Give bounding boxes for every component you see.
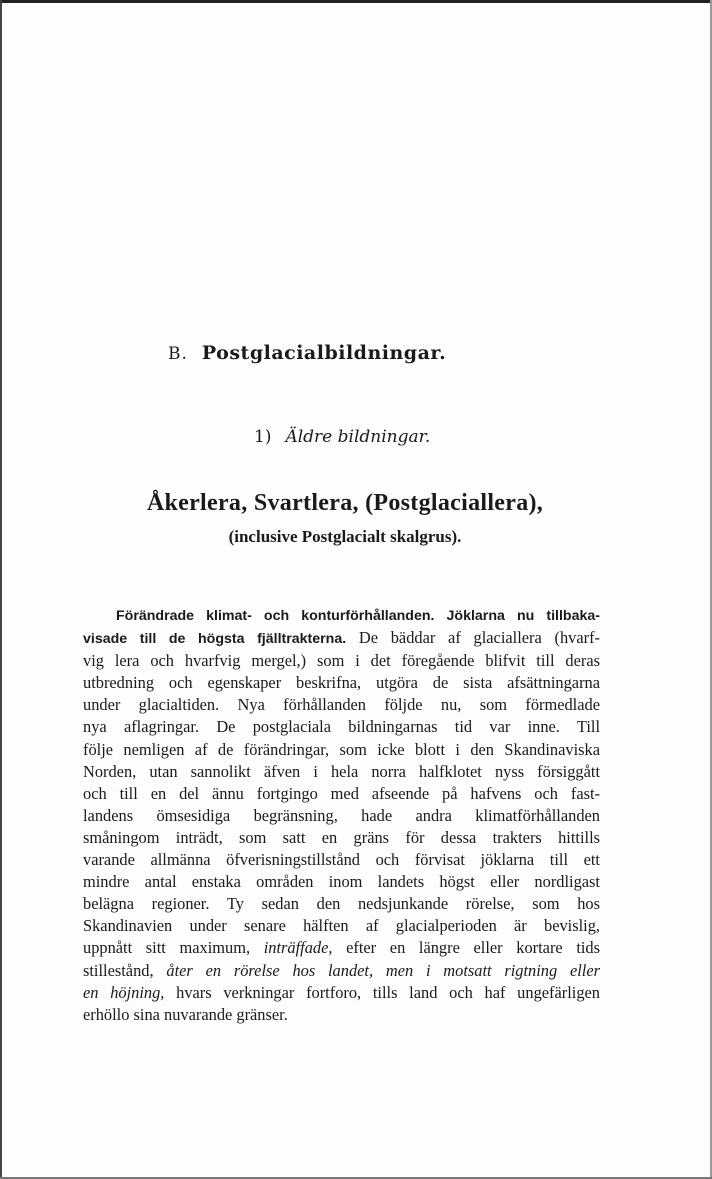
body-line: [83, 604, 600, 627]
body-line: [83, 937, 600, 959]
body-line: belägna regioner. Ty sedan den nedsjunkande rörelse, som hos: [83, 894, 600, 914]
italic-text: åter en rörelse hos landet, men i motsatt rigtning eller: [166, 960, 600, 980]
body-text-span: efter en längre eller kortare tids: [346, 938, 600, 958]
body-line: [83, 960, 600, 982]
body-text-span: De bäddar af glaciallera (hvarf-: [346, 628, 600, 648]
italic-text: inträffade,: [263, 938, 333, 958]
body-line: småningom inträdt, som satt en gräns för dessa trakters hittills: [83, 827, 600, 847]
body-line: och till en del ännu fortgingo med afseende på hafvens och fast-: [83, 783, 600, 803]
body-line: landens ömsesidiga begränsning, hade andra klimatförhållanden: [83, 805, 600, 825]
body-line: utbredning och egenskaper beskrifna, utgöra de sista afsättningarna: [83, 673, 600, 693]
body-line: [83, 627, 600, 650]
main-title: Åkerlera, Svartlera, (Postglaciallera),: [146, 490, 544, 516]
section-letter: B.: [168, 344, 188, 364]
body-line: erhöllo sina nuvarande gränser.: [83, 1004, 288, 1024]
body-line: Skandinavien under senare hälften af glacialperioden är bevislig,: [83, 916, 600, 936]
lead-in: visade till de högsta fjälltrakterna.: [83, 631, 347, 648]
body-line: vig lera och hvarfvig mergel,) som i det föregående blifvit till deras: [83, 651, 600, 671]
subsection-heading: [254, 427, 430, 447]
section-title: Postglacialbildningar.: [201, 342, 447, 364]
body-text-span: uppnått sitt maximum,: [83, 938, 251, 958]
body-line: mindre antal enstaka områden inom landets högst eller nordligast: [83, 872, 600, 892]
body-text-span: hvars verkningar fortforo, tills land och haf ungefärligen: [176, 982, 600, 1002]
body-line: under glacialtiden. Nya förhållanden följde nu, som förmedlade: [83, 695, 600, 715]
sub-heading: (inclusive Postglacialt skalgrus).: [228, 527, 462, 546]
body-paragraph: [83, 604, 600, 1026]
body-line: följe nemligen af de förändringar, som icke blott i den Skandinaviska: [83, 739, 600, 759]
subsection-number: 1): [254, 427, 272, 447]
body-line: [83, 982, 600, 1004]
lead-in: Förändrade klimat- och konturförhållanden. Jöklarna nu tillbaka-: [116, 608, 600, 624]
subsection-title: Äldre bildningar.: [285, 427, 431, 447]
scan-edge-top: [0, 0, 712, 3]
scan-edge-left: [0, 0, 2, 1179]
body-line: nya aflagringar. De postglaciala bildningarnas tid var inne. Till: [83, 717, 600, 737]
section-heading: [168, 342, 588, 364]
italic-text: en höjning,: [83, 982, 165, 1002]
body-text-span: stillestånd,: [83, 960, 154, 980]
body-line: varande allmänna öfverisningstillstånd och förvisat jöklarna till ett: [83, 850, 600, 870]
body-line: Norden, utan sannolikt äfven i hela norra halfklotet nyss försiggått: [83, 761, 600, 781]
